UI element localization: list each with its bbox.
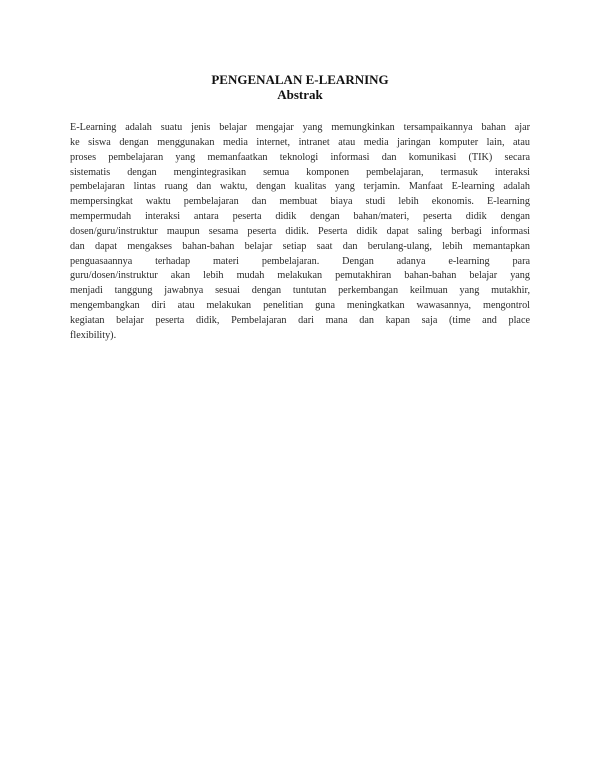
abstract-line: proses pembelajaran yang memanfaatkan teknologi informasi dan komunikasi (TIK) secara (70, 151, 530, 163)
abstract-line: menjadi tanggung jawabnya sesuai dengan tuntutan perkembangan keilmuan yang mutakhir, (70, 285, 530, 297)
abstract-line: dosen/guru/instruktur maupun sesama peserta didik. Peserta didik dapat saling berbagi informasi (70, 225, 530, 237)
abstract-line: penguasaannya terhadap materi pembelajaran. Dengan adanya e-learning para (70, 255, 530, 267)
document-title: PENGENALAN E-LEARNING (211, 72, 389, 87)
abstract-line: mempersingkat waktu pembelajaran dan membuat biaya studi lebih ekonomis. E-learning (70, 196, 530, 208)
abstract-line: pembelajaran lintas ruang dan waktu, dengan kualitas yang terjamin. Manfaat E-learning adalah (70, 181, 530, 193)
document-subtitle: Abstrak (277, 87, 323, 102)
abstract-line: kegiatan belajar peserta didik, Pembelajaran dari mana dan kapan saja (time and place (70, 314, 530, 326)
abstract-line: dan dapat mengakses bahan-bahan belajar setiap saat dan berulang-ulang, lebih memantapkan (70, 240, 530, 252)
title-block (0, 72, 600, 102)
abstract-paragraph (70, 121, 530, 344)
abstract-line: ke siswa dengan menggunakan media internet, intranet atau media jaringan komputer lain, atau (70, 136, 530, 148)
abstract-line: mempermudah interaksi antara peserta didik dengan bahan/materi, peserta didik dengan (70, 211, 530, 223)
abstract-line: E-Learning adalah suatu jenis belajar mengajar yang memungkinkan tersampaikannya bahan ajar (70, 122, 530, 133)
abstract-line: mengembangkan diri atau melakukan penelitian guna meningkatkan wawasannya, mengontrol (70, 300, 530, 312)
abstract-line: flexibility). (70, 329, 117, 341)
abstract-line: sistematis dengan mengintegrasikan semua komponen pembelajaran, termasuk interaksi (70, 166, 530, 178)
abstract-line: guru/dosen/instruktur akan lebih mudah melakukan pemutakhiran bahan-bahan belajar yang (70, 270, 530, 282)
